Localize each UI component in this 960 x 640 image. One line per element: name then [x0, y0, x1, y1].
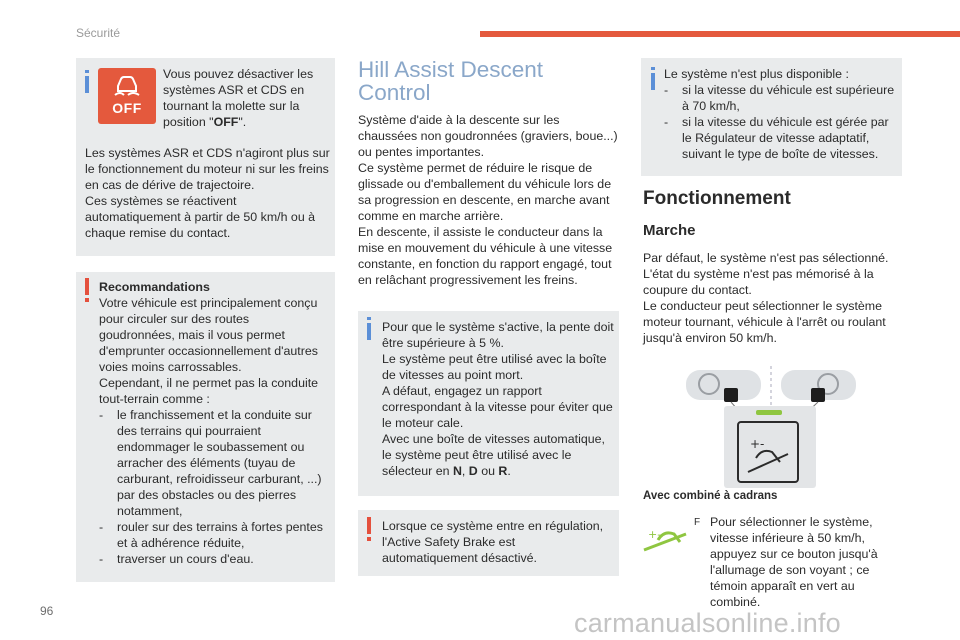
asr-paragraph-1: Les systèmes ASR et CDS n'agiront plus sur le fonctionnement du moteur ni sur les freins en cas de dérive de trajectoire.	[85, 146, 330, 192]
off-text-bold: OFF	[213, 115, 239, 129]
off-instruction	[163, 66, 323, 130]
gear-n: N	[452, 464, 462, 478]
marche-p1: Par défaut, le système n'est pas sélectionné. L'état du système n'est pas mémorisé à la coupure du contact.	[643, 251, 889, 297]
combine-label: Avec combiné à cadrans	[643, 490, 778, 502]
activation-info-p1: Pour que le système s'active, la pente doit être supérieure à 5 %.	[382, 320, 614, 350]
page-number: 96	[40, 604, 54, 618]
list-item: - si la vitesse du véhicule est gérée par le Régulateur de vitesse adaptatif, suivant le type de boîte de vitesses.	[664, 114, 898, 162]
recommendations-p2: Cependant, il ne permet pas la conduite tout-terrain comme :	[99, 376, 319, 406]
hadc-title-line2: Control	[358, 80, 431, 105]
fonctionnement-heading: Fonctionnement	[643, 188, 791, 209]
activation-info	[382, 319, 614, 479]
list-item: - si la vitesse du véhicule est supérieure à 70 km/h,	[664, 82, 898, 114]
gear-sep2: ou	[477, 464, 499, 478]
bullet-marker: F	[694, 517, 701, 528]
recommendations-p1: Votre véhicule est principalement conçu pour circuler sur des routes goudronnées, mais il vous permet d'emprunter occasionnellement d'autres voies moins carrossables.	[99, 296, 318, 374]
svg-text:+-: +-	[750, 437, 765, 451]
warning-icon	[85, 278, 89, 295]
hadc-intro	[358, 112, 620, 288]
activation-info-p4	[382, 431, 614, 479]
info-icon	[651, 73, 655, 90]
unavailable-title: Le système n'est plus disponible :	[664, 67, 849, 81]
info-icon	[85, 76, 89, 93]
hadc-title	[358, 58, 543, 104]
gear-sep1: ,	[461, 464, 469, 478]
header-accent-bar	[480, 31, 960, 37]
list-item: - le franchissement et la conduite sur des terrains qui pourraient endommager le soubassement ou arracher des éléments (tuyau de carburant, refroidisseur carburant, ...) par des obstacles ou des pierres notamment,	[99, 407, 327, 519]
off-text-b: ".	[238, 115, 247, 129]
recommendations-title: Recommandations	[99, 280, 210, 294]
hadc-intro-p3: En descente, il assiste le conducteur dans la mise en mouvement du véhicule à une vitesse constante, en fonction du rapport engagé, tout en relâchant progressivement les freins.	[358, 225, 613, 287]
info-icon	[367, 323, 371, 340]
dashboard-illustration	[676, 362, 866, 490]
select-system-instruction: Pour sélectionner le système, vitesse inférieure à 50 km/h, appuyez sur ce bouton jusqu'à l'allumage de son voyant ; ce témoin apparaît en vert au combiné.	[710, 515, 878, 609]
warning-icon	[367, 517, 371, 534]
activation-info-p3: A défaut, engagez un rapport correspondant à la vitesse pour éviter que le moteur cale.	[382, 384, 613, 430]
gear-r: R	[498, 464, 508, 478]
gear-end: .	[507, 464, 511, 478]
recommendations-content	[99, 279, 327, 567]
watermark: carmanualsonline.info	[574, 608, 841, 638]
hadc-button-icon	[640, 524, 690, 554]
list-item: - traverser un cours d'eau.	[99, 551, 327, 567]
asb-warning-text: Lorsque ce système entre en régulation, l'Active Safety Brake est automatiquement désactivé.	[382, 519, 604, 565]
off-icon-label: OFF	[112, 100, 142, 116]
off-text-a: Vous pouvez désactiver les systèmes ASR et CDS en tournant la molette sur la position "	[163, 67, 314, 129]
marche-p2: Le conducteur peut sélectionner le système moteur tournant, véhicule à l'arrêt ou roulant jusqu'à environ 50 km/h.	[643, 299, 886, 345]
marche-text	[643, 250, 905, 346]
asr-off-icon	[98, 68, 156, 124]
recommendations-list	[99, 407, 327, 567]
activation-info-p2: Le système peut être utilisé avec la boîte de vitesses au point mort.	[382, 352, 607, 382]
gear-d: D	[468, 464, 478, 478]
section-header: Sécurité	[76, 26, 121, 40]
hadc-title-line1: Hill Assist Descent	[358, 57, 544, 82]
unavailable-list	[664, 82, 898, 162]
hadc-intro-p1: Système d'aide à la descente sur les chaussées non goudronnées (graviers, boue...) ou pentes importantes.	[358, 113, 618, 159]
svg-text:+-: +-	[648, 528, 662, 541]
list-item: - rouler sur des terrains à fortes pentes et à adhérence réduite,	[99, 519, 327, 551]
asr-paragraph-2: Ces systèmes se réactivent automatiquement à partir de 50 km/h ou à chaque remise du contact.	[85, 194, 316, 240]
marche-heading: Marche	[643, 222, 696, 239]
unavailable-info	[664, 66, 898, 162]
activation-info-p4a: Avec une boîte de vitesses automatique, le système peut être utilisé avec le sélecteur en	[382, 432, 605, 478]
asr-paragraph	[85, 145, 330, 241]
hadc-intro-p2: Ce système permet de réduire le risque de glissade ou d'emballement du véhicule lors de sa progression en descente, en marche avant comme en marche arrière.	[358, 161, 612, 223]
